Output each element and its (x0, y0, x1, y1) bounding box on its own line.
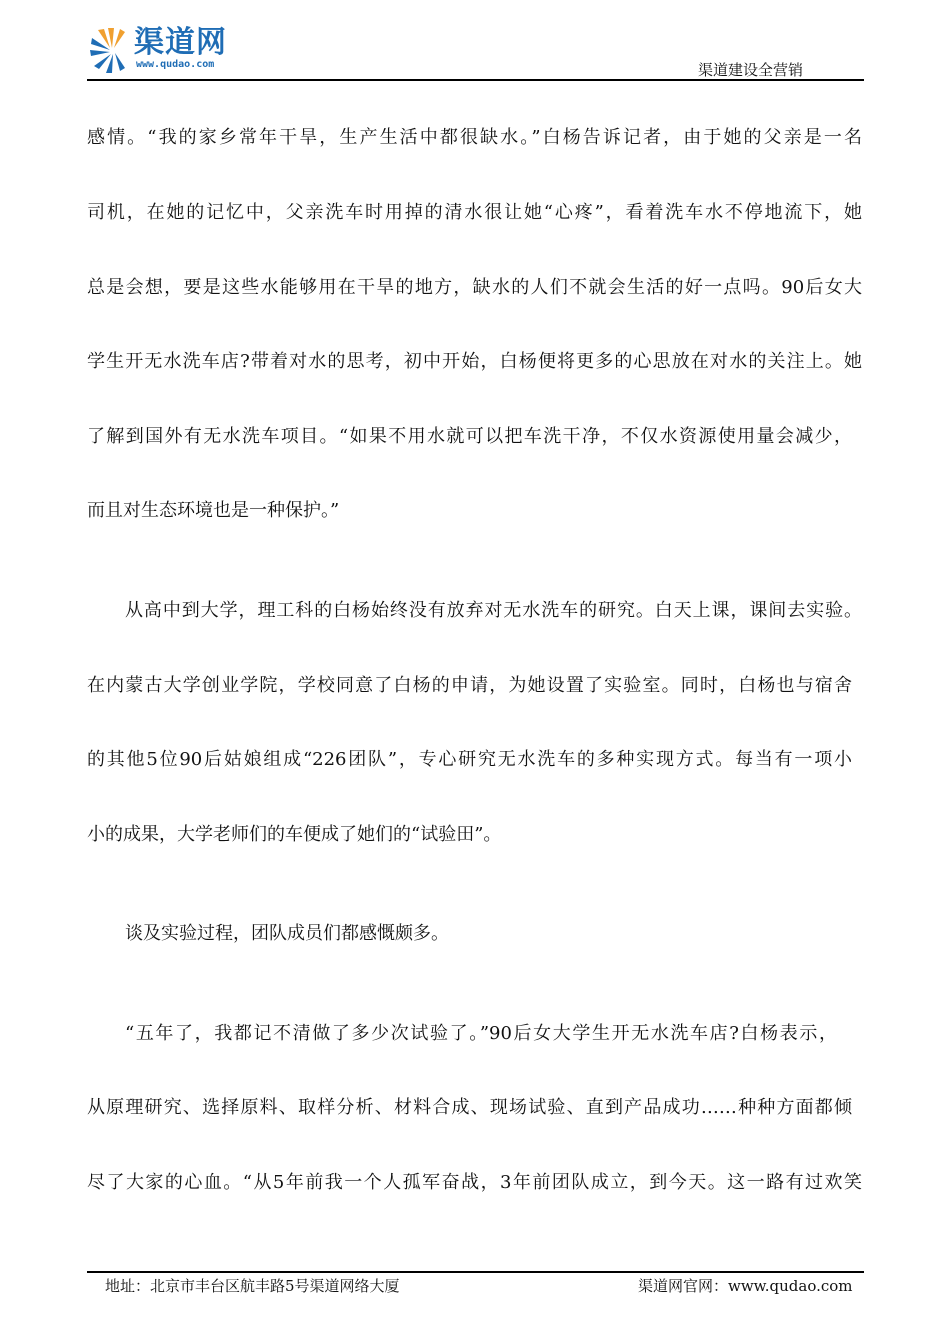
body-line: 从高中到大学，理工科的白杨始终没有放弃对无水洗车的研究。白天上课，课间去实验。 (125, 600, 862, 621)
footer-address: 地址：北京市丰台区航丰路5号渠道网络大厦 (105, 1277, 400, 1295)
body-line: 而且对生态环境也是一种保护。” (87, 500, 340, 521)
body-line: 尽了大家的心血。“从5年前我一个人孤军奋战，3年前团队成立，到今天。这一路有过欢笑 (87, 1172, 862, 1193)
logo-name: 渠道网 (134, 25, 227, 60)
body-line: 感情。“我的家乡常年干旱，生产生活中都很缺水。”白杨告诉记者，由于她的父亲是一名 (87, 127, 862, 148)
body-line: 小的成果，大学老师们的车便成了她们的“试验田”。 (87, 824, 502, 845)
body-line: “五年了，我都记不清做了多少次试验了。”90后女大学生开无水洗车店?白杨表示， (125, 1023, 837, 1044)
footer-divider (87, 1271, 864, 1273)
body-line: 学生开无水洗车店?带着对水的思考，初中开始，白杨便将更多的心思放在对水的关注上。她 (87, 351, 862, 372)
qudao-logo (90, 26, 250, 76)
body-line: 总是会想，要是这些水能够用在干旱的地方，缺水的人们不就会生活的好一点吗。90后女大 (87, 277, 862, 298)
footer-website: 渠道网官网：www.qudao.com (638, 1277, 853, 1295)
body-line: 司机，在她的记忆中，父亲洗车时用掉的清水很让她“心疼”，看着洗车水不停地流下，她 (87, 202, 862, 223)
body-line: 从原理研究、选择原料、取样分析、材料合成、现场试验、直到产品成功……种种方面都倾 (87, 1097, 852, 1118)
body-line: 在内蒙古大学创业学院，学校同意了白杨的申请，为她设置了实验室。同时，白杨也与宿舍 (87, 675, 852, 696)
sunburst-logo-icon (90, 26, 134, 74)
header-divider (87, 79, 864, 81)
body-line: 谈及实验过程，团队成员们都感慨颇多。 (125, 923, 449, 944)
logo-url: www.qudao.com (136, 59, 215, 70)
body-line: 的其他5位90后姑娘组成“226团队”，专心研究无水洗车的多种实现方式。每当有一项小 (87, 749, 852, 770)
body-line: 了解到国外有无水洗车项目。“如果不用水就可以把车洗干净，不仅水资源使用量会减少， (87, 426, 852, 447)
header-tagline: 渠道建设全营销 (698, 61, 804, 79)
